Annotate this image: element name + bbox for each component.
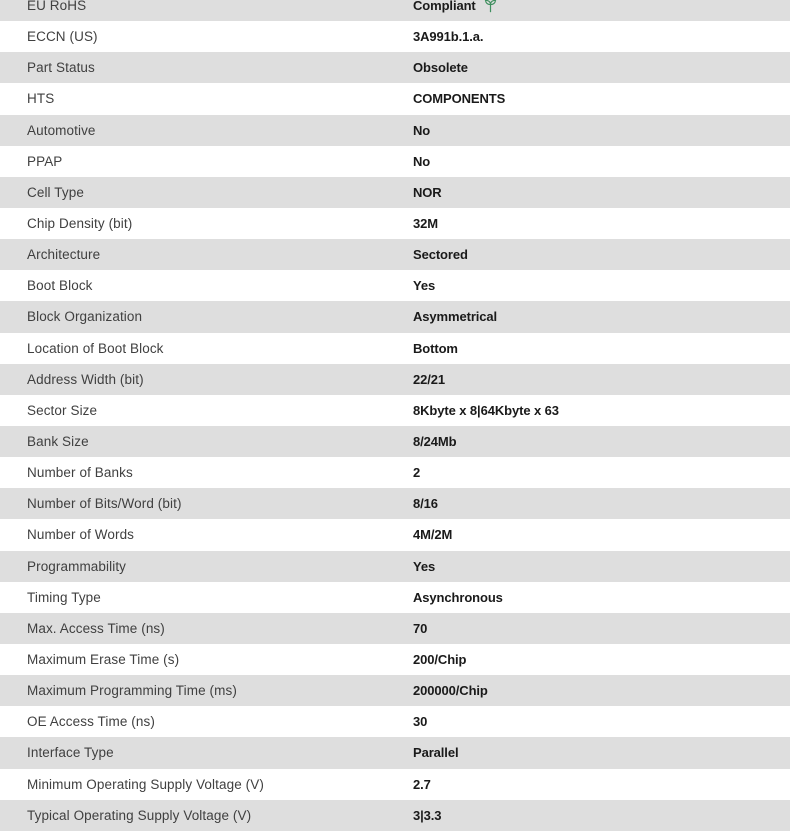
spec-value-text: Asymmetrical [413, 309, 498, 325]
spec-value [413, 216, 790, 231]
spec-value-text: Parallel [413, 745, 459, 761]
spec-value [413, 0, 790, 13]
spec-value-text: 32M [413, 216, 438, 232]
spec-value [413, 590, 790, 605]
spec-row [0, 613, 790, 644]
spec-label: Cell Type [27, 184, 84, 200]
spec-row [0, 146, 790, 177]
spec-label: Number of Bits/Word (bit) [27, 496, 182, 512]
spec-value-text: 200000/Chip [413, 683, 488, 699]
spec-label: Minimum Operating Supply Voltage (V) [27, 776, 264, 792]
spec-row [0, 426, 790, 457]
spec-label: PPAP [27, 153, 63, 169]
spec-value-text: Sectored [413, 247, 468, 263]
spec-label: Automotive [27, 122, 96, 138]
spec-value [413, 123, 790, 138]
spec-label: Maximum Erase Time (s) [27, 652, 180, 668]
spec-value [413, 309, 790, 324]
spec-label: Number of Words [27, 527, 135, 543]
spec-value [413, 29, 790, 44]
spec-value [413, 777, 790, 792]
spec-value [413, 714, 790, 729]
spec-label: Boot Block [27, 278, 93, 294]
spec-row [0, 457, 790, 488]
spec-value [413, 403, 790, 418]
spec-row [0, 270, 790, 301]
spec-value [413, 621, 790, 636]
spec-row [0, 675, 790, 706]
spec-label: Address Width (bit) [27, 371, 144, 387]
spec-value [413, 465, 790, 480]
spec-value-text: 4M/2M [413, 527, 453, 543]
spec-label: HTS [27, 91, 55, 107]
spec-label: Max. Access Time (ns) [27, 620, 165, 636]
spec-value-text: Asynchronous [413, 589, 503, 605]
spec-row [0, 800, 790, 831]
spec-label: Timing Type [27, 589, 101, 605]
spec-label: Sector Size [27, 402, 98, 418]
spec-value-text: 200/Chip [413, 652, 467, 668]
spec-value-text: Yes [413, 558, 436, 574]
spec-row [0, 239, 790, 270]
spec-value-text: Compliant [413, 0, 476, 14]
spec-label: Interface Type [27, 745, 114, 761]
spec-value [413, 185, 790, 200]
spec-row [0, 333, 790, 364]
spec-value-text: 8Kbyte x 8|64Kbyte x 63 [413, 402, 559, 418]
spec-value [413, 527, 790, 542]
spec-value-text: Obsolete [413, 60, 468, 76]
spec-value [413, 808, 790, 823]
spec-row [0, 644, 790, 675]
spec-label: Location of Boot Block [27, 340, 164, 356]
spec-label: Programmability [27, 558, 127, 574]
spec-value [413, 278, 790, 293]
spec-row [0, 364, 790, 395]
spec-value-text: 3|3.3 [413, 807, 442, 823]
spec-label: Part Status [27, 60, 95, 76]
spec-row [0, 769, 790, 800]
spec-value-text: 22/21 [413, 371, 446, 387]
spec-label: ECCN (US) [27, 29, 98, 45]
spec-row [0, 177, 790, 208]
spec-label: Bank Size [27, 434, 89, 450]
spec-label: Maximum Programming Time (ms) [27, 683, 237, 699]
spec-label: OE Access Time (ns) [27, 714, 155, 730]
spec-value-text: No [413, 153, 431, 169]
spec-value-text: 8/16 [413, 496, 438, 512]
spec-value-text: 30 [413, 714, 428, 730]
spec-label: Number of Banks [27, 465, 133, 481]
spec-value-text: COMPONENTS [413, 91, 506, 107]
spec-value-text: 2 [413, 465, 421, 481]
spec-row [0, 706, 790, 737]
spec-value [413, 91, 790, 106]
spec-value-text: Yes [413, 278, 436, 294]
spec-value-text: 70 [413, 620, 428, 636]
spec-row [0, 301, 790, 332]
spec-value [413, 683, 790, 698]
spec-value-text: NOR [413, 184, 442, 200]
spec-row [0, 582, 790, 613]
spec-value [413, 341, 790, 356]
spec-value [413, 372, 790, 387]
spec-label: Typical Operating Supply Voltage (V) [27, 807, 252, 823]
spec-value [413, 559, 790, 574]
spec-value [413, 154, 790, 169]
spec-row [0, 737, 790, 768]
spec-label: Block Organization [27, 309, 143, 325]
spec-row [0, 115, 790, 146]
spec-value [413, 60, 790, 75]
spec-row [0, 395, 790, 426]
spec-value [413, 247, 790, 262]
spec-value [413, 434, 790, 449]
spec-row [0, 488, 790, 519]
spec-value-text: 2.7 [413, 776, 431, 792]
spec-label: EU RoHS [27, 0, 87, 14]
spec-value [413, 745, 790, 760]
spec-label: Architecture [27, 247, 101, 263]
spec-value-text: 3A991b.1.a. [413, 29, 484, 45]
spec-row [0, 83, 790, 114]
leaf-icon[interactable] [483, 0, 498, 13]
spec-row [0, 208, 790, 239]
spec-row [0, 551, 790, 582]
spec-value-text: 8/24Mb [413, 434, 457, 450]
spec-row [0, 0, 790, 21]
spec-row [0, 519, 790, 550]
spec-row [0, 52, 790, 83]
spec-value [413, 496, 790, 511]
spec-row [0, 21, 790, 52]
spec-value-text: Bottom [413, 340, 458, 356]
spec-value-text: No [413, 122, 431, 138]
spec-value [413, 652, 790, 667]
spec-label: Chip Density (bit) [27, 216, 133, 232]
